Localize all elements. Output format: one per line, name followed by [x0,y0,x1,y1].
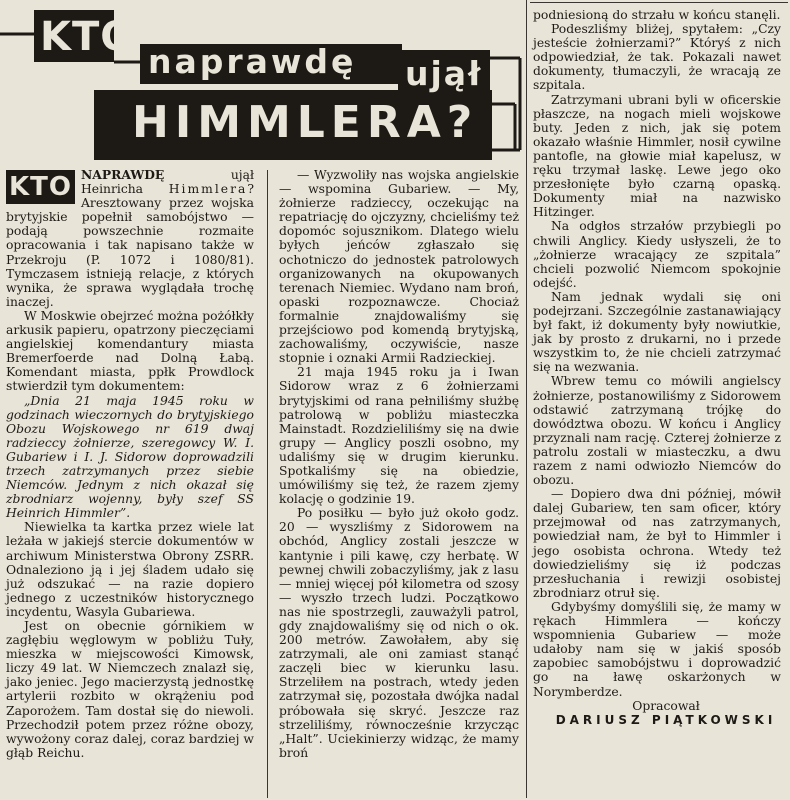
author-name: DARIUSZ PIĄTKOWSKI [555,712,777,727]
column-rule-1 [267,170,268,798]
paragraph: Niewielka ta kartka przez wiele lat leżała w jakiejś stercie dokumentów w archiwum Ministerstwa Obrony ZSRR. Odnaleziono ją i jej śladem udało się już odszukać — na razie dopiero jednego z uczestników historycznego incydentu, Wasyla Gubariewa. [6,520,254,619]
paragraph-lead: KTO NAPRAWDĘ ujął Heinricha Himmlera? Aresztowany przez wojska brytyjskie popełnił samobójstwo — podają powszechnie rozmaite opracowania i tak napisano także w Przekroju (P. 1072 i 1080/81). Tymczasem istnieją relacje, z których wynika, że sprawa wyglądała trochę inaczej. [6,167,254,309]
quote-paragraph: „Dnia 21 maja 1945 roku w godzinach wieczornych do brytyjskiego Obozu Wojskowego nr 619 dwaj radzieccy żołnierze, szeregowcy W. I. Gubariew i I. J. Sidorow doprowadzili trzech zatrzymanych przez siebie Niemców. Jednym z nich okazał się zbrodniarz wojenny, były szef SS Heinrich Himmler”. [6,393,254,521]
dropcap-kto: KTO [6,170,75,204]
paragraph: — Dopiero dwa dni później, mówił dalej Gubariew, ten sam oficer, który przejmował od nas zatrzymanych, powiedział nam, że był to Himmler i jego osobista ochrona. Wtedy też dowiedzieliśmy się iż podczas przesłuchania i rewizji osobistej zbrodniarz otruł się. [533,487,781,600]
paragraph: W Moskwie obejrzeć można pożółkły arkusik papieru, opatrzony pieczęciami angielskiej komendantury miasta Bremerfoerde nad Dolną Łabą. Komendant miasta, ppłk Prowdlock stwierdził tym dokumentem: [6,308,254,394]
article-column-2 [279,168,519,760]
headline-himmlera: HIMMLERA? [132,97,479,148]
paragraph: Jest on obecnie górnikiem w zagłębiu węglowym w pobliżu Tuły, mieszka w miejscowości Kimowsk, liczy 49 lat. W Niemczech znalazł się, jako jeniec. Jego macierzystą jednostkę artylerii rozbito w okrążeniu pod Zaporożem. Tam dostał się do niewoli. Przechodził potem przez różne obozy, wywożony coraz dalej, coraz bardziej w głąb Reichu. [6,619,254,760]
headline-kto: KTO [40,14,136,60]
paragraph: Zatrzymani ubrani byli w oficerskie płaszcze, na nogach mieli wojskowe buty. Jeden z nich, jak się potem okazało właśnie Himmler, nosił cywilne pantofle, na głowie miał kapelusz, w ręku trzymał laskę. Lewe jego oko przesłonięte było czarną opaską. Dokumenty miał na nazwisko Hitzinger. [533,92,781,220]
paragraph: Na odgłos strzałów przybiegli po chwili Anglicy. Kiedy usłyszeli, że to „żołnierze wracający ze szpitala” chcieli pozwolić Niemcom spokojnie odejść. [533,219,781,290]
headline-ujal: ujął [405,54,483,93]
paragraph: 21 maja 1945 roku ja i Iwan Sidorow wraz z 6 żołnierzami brytyjskimi od rana pełniliśmy służbę patrolową w pobliżu miasteczka Mainstadt. Rozdzieliliśmy się na dwie grupy — Anglicy poszli osobno, my udaliśmy się w drugim kierunku. Spotkaliśmy się na obiedzie, umówiliśmy się też, że razem zjemy kolację o godzinie 19. [279,365,519,507]
paragraph: podniesioną do strzału w końcu stanęli. [533,8,781,22]
article-column-1 [6,168,254,760]
top-rule [530,2,788,3]
paragraph: Nam jednak wydali się oni podejrzani. Szczególnie zastanawiający był fakt, iż dokumenty były nowiutkie, jak by prosto z drukarni, no i przede wszystkim to, że nie chcieli zatrzymać się na wezwania. [533,289,781,375]
paragraph: — Wyzwoliły nas wojska angielskie — wspomina Gubariew. — My, żołnierze radzieccy, oczekując na repatriację do ojczyzny, chcieliśmy też dopomóc sojusznikom. Dlatego wielu byłych jeńców zgłaszało się ochotniczo do jednostek patrolowych organizowanych na okupowanych terenach Niemiec. Wydano nam broń, opaski rozpoznawcze. Chociaż formalnie znajdowaliśmy się przejściowo pod komendą brytyjską, zachowaliśmy, oczywiście, nasze stopnie i oznaki Armii Radzieckiej. [279,168,519,366]
paragraph: Gdybyśmy domyślili się, że mamy w rękach Himmlera — kończy wspomnienia Gubariew — może udałoby nam się w jakiś sposób zapobiec samobójstwu i doprowadzić go na ławę oskarżonych w Norymberdze. [533,599,781,699]
paragraph: Wbrew temu co mówili angielscy żołnierze, postanowiliśmy z Sidorowem odstawić zatrzymaną trójkę do dowództwa obozu. W końcu i Anglicy przyznali nam rację. Czterej żołnierze z patrolu zostali w miasteczku, a dwu razem z nami odwiozło Niemców do obozu. [533,374,781,488]
paragraph: Po posiłku — było już około godz. 20 — wyszliśmy z Sidorowem na obchód, Anglicy zostali jeszcze w kantynie i pili kawę, czy herbatę. W pewnej chwili zobaczyliśmy, jak z lasu — mniej więcej pół kilometra od szosy — wyszło trzech ludzi. Początkowo nas nie spostrzegli, zauważyli patrol, gdy znajdowaliśmy się od nich o ok. 200 metrów. Zawołałem, aby się zatrzymali, ale oni zamiast stanąć zaczęli biec w kierunku lasu. Strzeliłem na postrach, wtedy jeden zatrzymał się, pozostała dwójka nadal próbowała się skryć. Jeszcze raz strzeliliśmy, równocześnie krzycząc „Halt”. Uciekinierzy widząc, że mamy broń [279,506,519,760]
paragraph: Podeszliśmy bliżej, spytałem: „Czy jesteście żołnierzami?” Któryś z nich odpowiedział, że tak. Pokazali nawet dokumenty, tłumaczyli, że wracają ze szpitala. [533,22,781,93]
column-rule-2 [526,0,527,798]
headline-naprawde: naprawdę [148,42,357,81]
headline-graphic [0,0,522,165]
article-column-3 [533,8,781,727]
credit-label: Opracował [632,698,700,713]
